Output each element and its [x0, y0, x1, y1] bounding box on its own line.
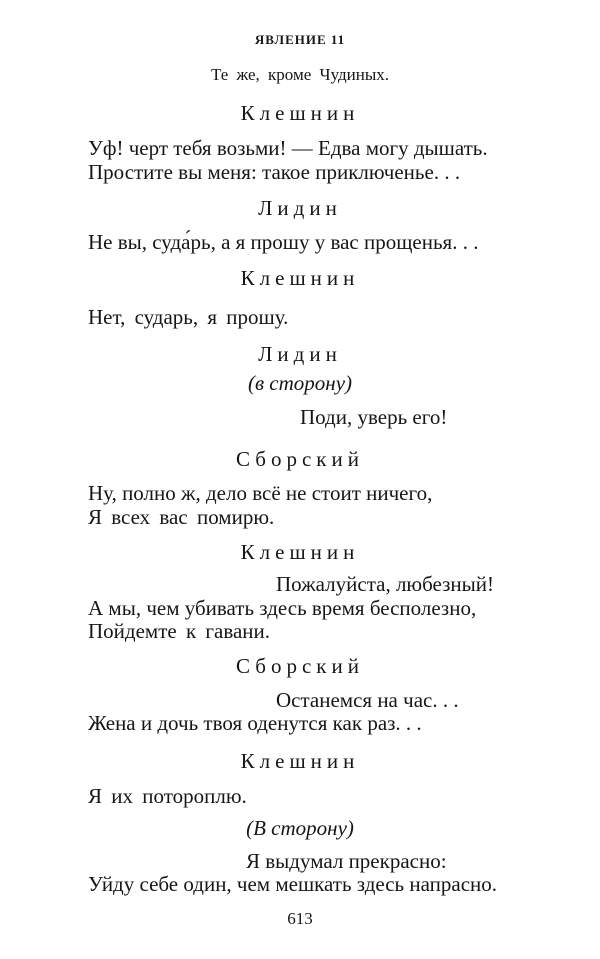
speaker-name: Клешнин: [240, 540, 360, 564]
verse-line: Простите вы меня: такое приключенье. . .: [88, 160, 461, 184]
verse-line: Останемся на час. . .: [276, 688, 459, 712]
speaker-name: Клешнин: [240, 749, 360, 773]
page-number: 613: [287, 909, 313, 928]
verse-line: Поди, уверь его!: [300, 405, 448, 429]
speaker-name: Лидин: [258, 196, 342, 220]
aside-direction: (в сторону): [247, 371, 353, 395]
verse-line: Уф! черт тебя возьми! — Едва могу дышать.: [88, 136, 488, 160]
verse-line: Нет, сударь, я прошу.: [88, 305, 289, 329]
scene-title: ЯВЛЕНИЕ 11: [254, 32, 346, 47]
speaker-name: Сборский: [236, 654, 364, 678]
speaker-name: Лидин: [258, 342, 342, 366]
verse-line: Я выдумал прекрасно:: [246, 849, 447, 873]
speaker-name: Клешнин: [240, 266, 360, 290]
verse-line: Я всех вас помирю.: [88, 505, 275, 529]
verse-line: Не вы, суда́рь, а я прошу у вас прощенья. . .: [88, 230, 479, 254]
verse-line: Пойдемте к гавани.: [88, 619, 271, 643]
verse-line: Я их потороплю.: [88, 784, 247, 808]
speaker-name: Сборский: [236, 447, 364, 471]
verse-line: А мы, чем убивать здесь время бесполезно,: [88, 596, 477, 620]
verse-line: Ну, полно ж, дело всё не стоит ничего,: [88, 481, 433, 505]
aside-direction: (В сторону): [246, 816, 354, 840]
speaker-name: Клешнин: [240, 101, 360, 125]
verse-line: Уйду себе один, чем мешкать здесь напрасно.: [88, 872, 498, 896]
verse-line: Пожалуйста, любезный!: [276, 572, 494, 596]
stage-direction: Те же, кроме Чудиных.: [210, 65, 390, 84]
verse-line: Жена и дочь твоя оденутся как раз. . .: [88, 711, 422, 735]
